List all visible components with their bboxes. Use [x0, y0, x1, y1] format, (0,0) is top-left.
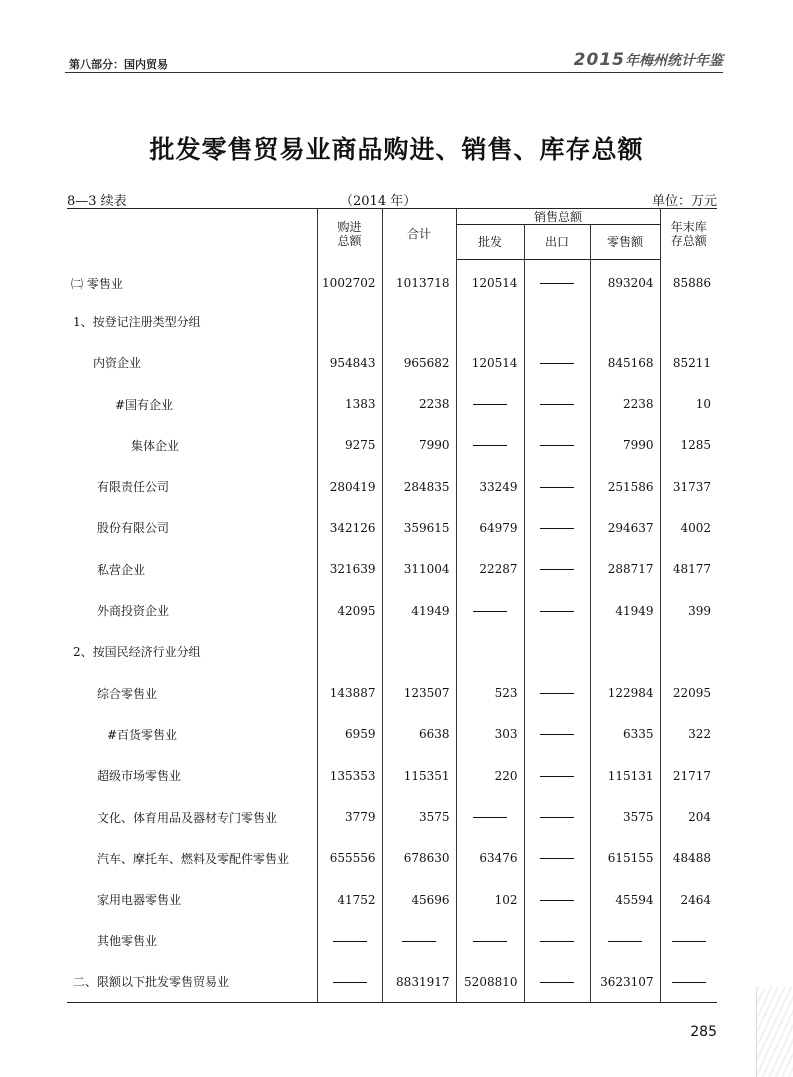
row-label: ㈡ 零售业 [71, 276, 123, 291]
cell-total: 1013718 [382, 260, 456, 301]
yearbook-title [574, 50, 723, 70]
cell-retail: 45594 [590, 879, 660, 920]
table-row [67, 755, 717, 796]
cell-total: 8831917 [382, 962, 456, 1003]
cell-wholesale-dash [456, 920, 524, 961]
table-row [67, 672, 717, 713]
row-label: 2、按国民经济行业分组 [73, 645, 201, 660]
section-header: 第八部分：国内贸易 [69, 58, 168, 71]
empty-dash [473, 941, 507, 942]
table-body [67, 260, 717, 1003]
cell-total: 45696 [382, 879, 456, 920]
empty-dash [540, 283, 574, 284]
empty-dash [540, 404, 574, 405]
cell-retail: 3575 [590, 796, 660, 837]
cell-total: 284835 [382, 466, 456, 507]
row-label: 二、限额以下批发零售贸易业 [67, 962, 317, 1003]
cell-wholesale-dash [456, 796, 524, 837]
cell-inventory: 85211 [660, 342, 717, 383]
empty-dash [540, 693, 574, 694]
cell-export-dash [524, 838, 590, 879]
cell-wholesale: 5208810 [456, 962, 524, 1003]
cell-export-dash [524, 590, 590, 631]
empty-dash [540, 528, 574, 529]
col-header-export: 出口 [524, 225, 590, 260]
cell-wholesale-dash [456, 590, 524, 631]
row-label: #百货零售业 [107, 727, 178, 742]
col-header-wholesale: 批发 [456, 225, 524, 260]
row-label: 综合零售业 [97, 686, 158, 701]
empty-dash [540, 487, 574, 488]
cell-export [524, 301, 590, 342]
cell-total: 7990 [382, 425, 456, 466]
cell-purchase: 9275 [317, 425, 382, 466]
cell-retail: 41949 [590, 590, 660, 631]
empty-dash [402, 941, 436, 942]
cell-retail: 122984 [590, 672, 660, 713]
cell-purchase: 42095 [317, 590, 382, 631]
cell-purchase [317, 301, 382, 342]
empty-dash [672, 941, 706, 942]
cell-inventory: 21717 [660, 755, 717, 796]
cell-wholesale: 102 [456, 879, 524, 920]
table-year: （2014 年） [340, 194, 417, 209]
cell-total: 123507 [382, 672, 456, 713]
cell-purchase: 6959 [317, 714, 382, 755]
page-number: 285 [690, 1024, 717, 1040]
table-row [67, 507, 717, 548]
cell-retail: 7990 [590, 425, 660, 466]
cell-export-dash [524, 962, 590, 1003]
row-label: 内资企业 [93, 356, 142, 371]
table-row [67, 425, 717, 466]
cell-export-dash [524, 672, 590, 713]
cell-purchase: 1002702 [317, 260, 382, 301]
cell-wholesale: 303 [456, 714, 524, 755]
cell-total-dash [382, 920, 456, 961]
row-label: #国有企业 [115, 397, 174, 412]
row-label: 家用电器零售业 [97, 893, 182, 908]
table-row [67, 631, 717, 672]
table-id: 8—3 续表 [67, 194, 127, 209]
empty-dash [540, 734, 574, 735]
empty-dash [608, 941, 642, 942]
row-label: 股份有限公司 [97, 521, 170, 536]
cell-total: 115351 [382, 755, 456, 796]
cell-inventory: 1285 [660, 425, 717, 466]
row-label: 外商投资企业 [97, 604, 170, 619]
col-header-retail: 零售额 [590, 225, 660, 260]
cell-wholesale-dash [456, 383, 524, 424]
cell-inventory: 4002 [660, 507, 717, 548]
empty-dash [473, 445, 507, 446]
cell-total: 3575 [382, 796, 456, 837]
cell-inventory: 48488 [660, 838, 717, 879]
col-header-sales-group: 销售总额 [456, 209, 660, 225]
cell-export-dash [524, 342, 590, 383]
empty-dash [540, 363, 574, 364]
cell-total [382, 301, 456, 342]
row-label: 其他零售业 [97, 934, 158, 949]
data-table [67, 208, 717, 1003]
cell-retail: 6335 [590, 714, 660, 755]
cell-inventory: 204 [660, 796, 717, 837]
table-row [67, 796, 717, 837]
cell-export [524, 631, 590, 672]
cell-export-dash [524, 260, 590, 301]
cell-export-dash [524, 383, 590, 424]
empty-dash [540, 817, 574, 818]
empty-dash [540, 858, 574, 859]
table-row [67, 920, 717, 961]
yearbook-name: 年梅州统计年鉴 [625, 53, 723, 69]
cell-purchase-dash [317, 962, 382, 1003]
cell-purchase: 3779 [317, 796, 382, 837]
cell-total: 6638 [382, 714, 456, 755]
col-header-inventory: 年末库 存总额 [660, 209, 717, 260]
cell-inventory: 31737 [660, 466, 717, 507]
row-label: 文化、体育用品及器材专门零售业 [97, 810, 278, 825]
cell-wholesale: 64979 [456, 507, 524, 548]
table-row [67, 962, 717, 1003]
cell-total: 311004 [382, 549, 456, 590]
empty-dash [333, 941, 367, 942]
cell-export-dash [524, 466, 590, 507]
row-label: 超级市场零售业 [97, 769, 182, 784]
cell-export-dash [524, 879, 590, 920]
cell-inventory: 322 [660, 714, 717, 755]
cell-purchase-dash [317, 920, 382, 961]
cell-wholesale: 33249 [456, 466, 524, 507]
empty-dash [473, 611, 507, 612]
empty-dash [333, 982, 367, 983]
cell-purchase: 143887 [317, 672, 382, 713]
cell-inventory [660, 631, 717, 672]
cell-inventory: 85886 [660, 260, 717, 301]
empty-dash [540, 445, 574, 446]
empty-dash [540, 982, 574, 983]
cell-retail-dash [590, 920, 660, 961]
cell-wholesale: 22287 [456, 549, 524, 590]
table-row [67, 714, 717, 755]
row-label: 1、按登记注册类型分组 [73, 314, 201, 329]
header-label-cell [67, 209, 317, 260]
table-row [67, 260, 717, 301]
cell-retail: 615155 [590, 838, 660, 879]
cell-purchase: 321639 [317, 549, 382, 590]
cell-inventory: 399 [660, 590, 717, 631]
cell-retail: 294637 [590, 507, 660, 548]
cell-total: 359615 [382, 507, 456, 548]
row-label: 汽车、摩托车、燃料及零配件零售业 [97, 851, 290, 866]
cell-purchase: 135353 [317, 755, 382, 796]
cell-export-dash [524, 549, 590, 590]
cell-purchase: 1383 [317, 383, 382, 424]
cell-total: 2238 [382, 383, 456, 424]
cell-total [382, 631, 456, 672]
row-label: 集体企业 [131, 438, 180, 453]
empty-dash [540, 611, 574, 612]
cell-retail [590, 301, 660, 342]
cell-inventory [660, 301, 717, 342]
cell-export-dash [524, 714, 590, 755]
page-title: 批发零售贸易业商品购进、销售、库存总额 [149, 135, 644, 164]
cell-wholesale-dash [456, 425, 524, 466]
col-header-total: 合计 [382, 209, 456, 260]
cell-retail: 251586 [590, 466, 660, 507]
table-unit: 单位：万元 [651, 194, 717, 209]
cell-inventory: 10 [660, 383, 717, 424]
cell-wholesale: 523 [456, 672, 524, 713]
cell-total: 41949 [382, 590, 456, 631]
cell-retail: 288717 [590, 549, 660, 590]
cell-total: 965682 [382, 342, 456, 383]
yearbook-year: 2015 [573, 50, 625, 70]
cell-purchase: 655556 [317, 838, 382, 879]
cell-inventory: 2464 [660, 879, 717, 920]
cell-retail: 845168 [590, 342, 660, 383]
empty-dash [540, 900, 574, 901]
row-label: 有限责任公司 [97, 480, 170, 495]
cell-wholesale: 120514 [456, 260, 524, 301]
table-row [67, 838, 717, 879]
cell-purchase [317, 631, 382, 672]
cell-inventory-dash [660, 962, 717, 1003]
empty-dash [473, 404, 507, 405]
cell-retail: 893204 [590, 260, 660, 301]
cell-export-dash [524, 507, 590, 548]
empty-dash [540, 569, 574, 570]
table-row [67, 301, 717, 342]
cell-inventory: 48177 [660, 549, 717, 590]
empty-dash [540, 941, 574, 942]
cell-inventory-dash [660, 920, 717, 961]
table-row [67, 879, 717, 920]
cell-wholesale [456, 301, 524, 342]
table-row [67, 383, 717, 424]
cell-purchase: 41752 [317, 879, 382, 920]
table-row [67, 549, 717, 590]
cell-retail: 115131 [590, 755, 660, 796]
cell-purchase: 342126 [317, 507, 382, 548]
header-divider [65, 72, 723, 73]
table-row [67, 466, 717, 507]
table-row [67, 342, 717, 383]
cell-export-dash [524, 425, 590, 466]
cell-export-dash [524, 920, 590, 961]
empty-dash [473, 817, 507, 818]
cell-export-dash [524, 755, 590, 796]
empty-dash [672, 982, 706, 983]
cell-wholesale [456, 631, 524, 672]
page-corner-decoration [756, 987, 793, 1077]
cell-inventory: 22095 [660, 672, 717, 713]
cell-wholesale: 120514 [456, 342, 524, 383]
cell-export-dash [524, 796, 590, 837]
empty-dash [540, 776, 574, 777]
cell-retail [590, 631, 660, 672]
col-header-purchase: 购进 总额 [317, 209, 382, 260]
row-label: 私营企业 [97, 562, 146, 577]
cell-wholesale: 63476 [456, 838, 524, 879]
cell-wholesale: 220 [456, 755, 524, 796]
table-row [67, 590, 717, 631]
cell-purchase: 280419 [317, 466, 382, 507]
cell-purchase: 954843 [317, 342, 382, 383]
cell-retail: 2238 [590, 383, 660, 424]
cell-total: 678630 [382, 838, 456, 879]
cell-retail: 3623107 [590, 962, 660, 1003]
